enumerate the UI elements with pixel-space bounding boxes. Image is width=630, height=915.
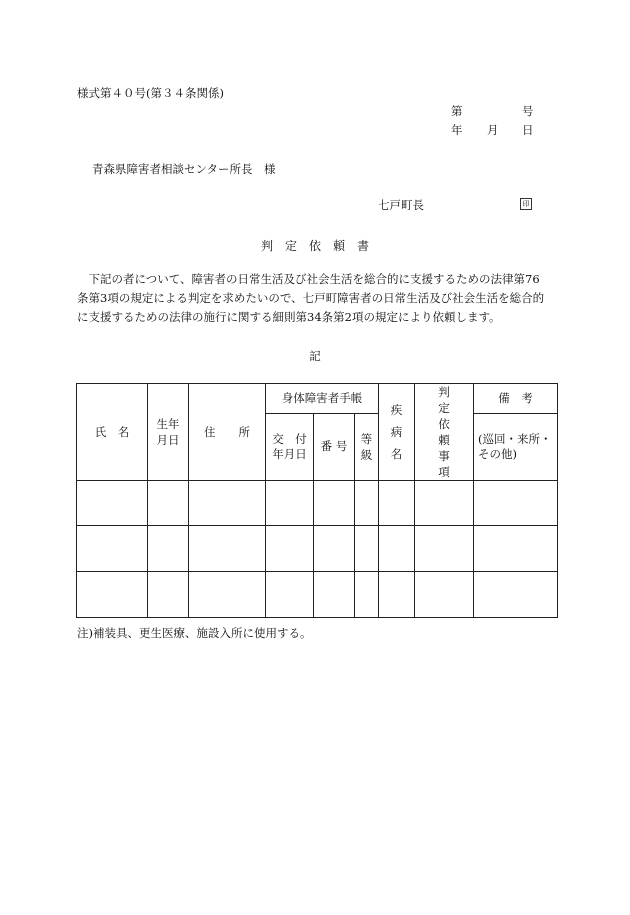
date-year-label: 年 (451, 123, 463, 137)
cell[interactable] (415, 481, 474, 526)
document-number-prefix: 第 (451, 104, 463, 118)
table-row (77, 481, 558, 526)
header-birthdate-col1: 生月 (156, 417, 168, 447)
cell[interactable] (379, 526, 415, 572)
header-address: 住 所 (189, 384, 266, 481)
document-title: 判 定 依 頼 書 (260, 239, 369, 253)
body-paragraph (77, 270, 557, 327)
cell[interactable] (415, 526, 474, 572)
cell[interactable] (266, 572, 314, 618)
table-row (77, 572, 558, 618)
cell[interactable] (77, 481, 148, 526)
cell[interactable] (148, 572, 189, 618)
header-issue-date-line2: 年月日 (272, 446, 307, 461)
body-line-1: 下記の者について、障害者の日常生活及び社会生活を総合的に支援するための法律第76 (88, 272, 540, 286)
header-issue-date (266, 413, 314, 480)
cell[interactable] (148, 526, 189, 572)
cell[interactable] (266, 526, 314, 572)
header-judgment (415, 384, 474, 481)
cell[interactable] (415, 572, 474, 618)
cell[interactable] (355, 572, 379, 618)
header-birthdate-col2: 年日 (168, 417, 180, 447)
cell[interactable] (189, 481, 266, 526)
ki-heading: 記 (309, 349, 321, 363)
table-row (77, 526, 558, 572)
header-remarks-note: (巡回・来所・その他) (474, 413, 558, 480)
cell[interactable] (148, 481, 189, 526)
header-name: 氏 名 (77, 384, 148, 481)
header-disease-text: 疾病名 (390, 403, 403, 461)
date-day-label: 日 (522, 123, 534, 137)
cell[interactable] (314, 572, 355, 618)
header-handbook: 身体障害者手帳 (266, 384, 379, 414)
sender: 七戸町長 (378, 198, 424, 212)
body-line-2: 条第3項の規定による判定を求めたいので、七戸町障害者の日常生活及び社会生活を総合的 (77, 291, 545, 305)
cell[interactable] (77, 526, 148, 572)
cell[interactable] (379, 481, 415, 526)
cell[interactable] (379, 572, 415, 618)
header-judgment-text: 判定依頼事項 (438, 385, 450, 479)
form-number: 様式第４０号(第３４条関係) (77, 86, 224, 100)
judgment-request-table (76, 383, 558, 618)
cell[interactable] (355, 526, 379, 572)
cell[interactable] (474, 526, 558, 572)
cell[interactable] (314, 481, 355, 526)
cell[interactable] (474, 572, 558, 618)
header-grade-text: 等級 (360, 431, 373, 462)
addressee: 青森県障害者相談センター所長 様 (92, 162, 276, 176)
cell[interactable] (266, 481, 314, 526)
body-line-3: に支援するための法律の施行に関する細則第34条第2項の規定により依頼します。 (77, 310, 501, 324)
header-disease (379, 384, 415, 481)
header-birthdate (148, 384, 189, 481)
document-number-suffix: 号 (522, 104, 534, 118)
cell[interactable] (189, 526, 266, 572)
cell[interactable] (355, 481, 379, 526)
seal-mark: 印 (520, 198, 532, 210)
header-grade (355, 413, 379, 480)
footnote: 注)補装具、更生医療、施設入所に使用する。 (77, 626, 312, 640)
header-remarks: 備 考 (474, 384, 558, 414)
cell[interactable] (189, 572, 266, 618)
cell[interactable] (77, 572, 148, 618)
header-number: 番 号 (314, 413, 355, 480)
header-issue-date-line1: 交 付 (272, 431, 307, 446)
cell[interactable] (314, 526, 355, 572)
date-month-label: 月 (487, 123, 499, 137)
cell[interactable] (474, 481, 558, 526)
